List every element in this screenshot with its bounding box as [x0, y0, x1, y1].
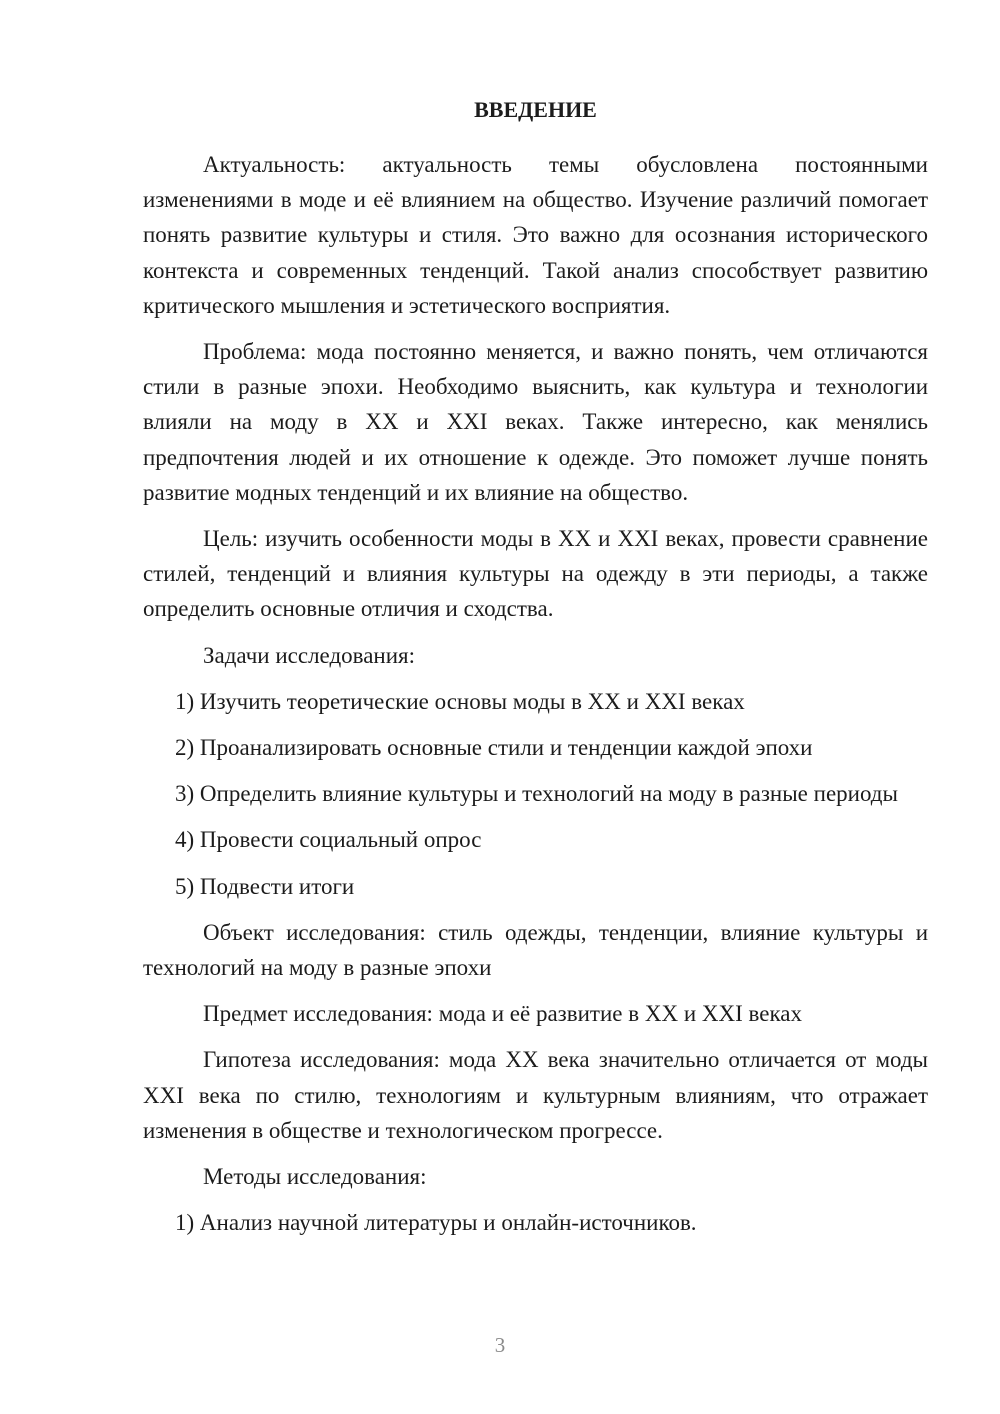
methods-title: Методы исследования:	[203, 1164, 427, 1190]
task-item: 2) Проанализировать основные стили и тенденции каждой эпохи	[175, 735, 813, 761]
document-page	[143, 92, 928, 1240]
tasks-title: Задачи исследования:	[203, 642, 416, 668]
relevance-paragraph: Актуальность: актуальность темы обусловлена постоянными изменениями в моде и её влиянием на общество. Изучение различий помогает понять развитие культуры и стиля. Это важно для осознания исторического контекста и современных тенденций. Такой анализ способствует развитию критического мышления и эстетического восприятия.	[143, 152, 928, 318]
goal-paragraph: Цель: изучить особенности моды в XX и XXI веках, провести сравнение стилей, тенденций и влияния культуры на одежду в эти периоды, а также определить основные отличия и сходства.	[143, 526, 928, 622]
subject-paragraph: Предмет исследования: мода и её развитие в XX и XXI веках	[203, 1001, 802, 1027]
task-item: 5) Подвести итоги	[175, 873, 355, 899]
method-item: 1) Анализ научной литературы и онлайн-источников.	[175, 1210, 697, 1236]
task-item: 3) Определить влияние культуры и технологий на моду в разные периоды	[175, 781, 898, 807]
problem-paragraph: Проблема: мода постоянно меняется, и важно понять, чем отличаются стили в разные эпохи. Необходимо выяснить, как культура и технологии влияли на моду в XX и XXI веках. Также интересно, как менялись предпочтения людей и их отношение к одежде. Это поможет лучше понять развитие модных тенденций и их влияние на общество.	[143, 339, 928, 505]
page-number: 3	[494, 1333, 506, 1357]
hypothesis-paragraph: Гипотеза исследования: мода XX века значительно отличается от моды XXI века по стилю, технологиям и культурным влияниям, что отражает изменения в обществе и технологическом прогрессе.	[143, 1047, 928, 1143]
section-heading: ВВЕДЕНИЕ	[474, 97, 597, 122]
task-item: 4) Провести социальный опрос	[175, 827, 482, 853]
object-paragraph: Объект исследования: стиль одежды, тенденции, влияние культуры и технологий на моду в разные эпохи	[143, 919, 928, 981]
task-item: 1) Изучить теоретические основы моды в XX и XXI веках	[175, 688, 745, 714]
